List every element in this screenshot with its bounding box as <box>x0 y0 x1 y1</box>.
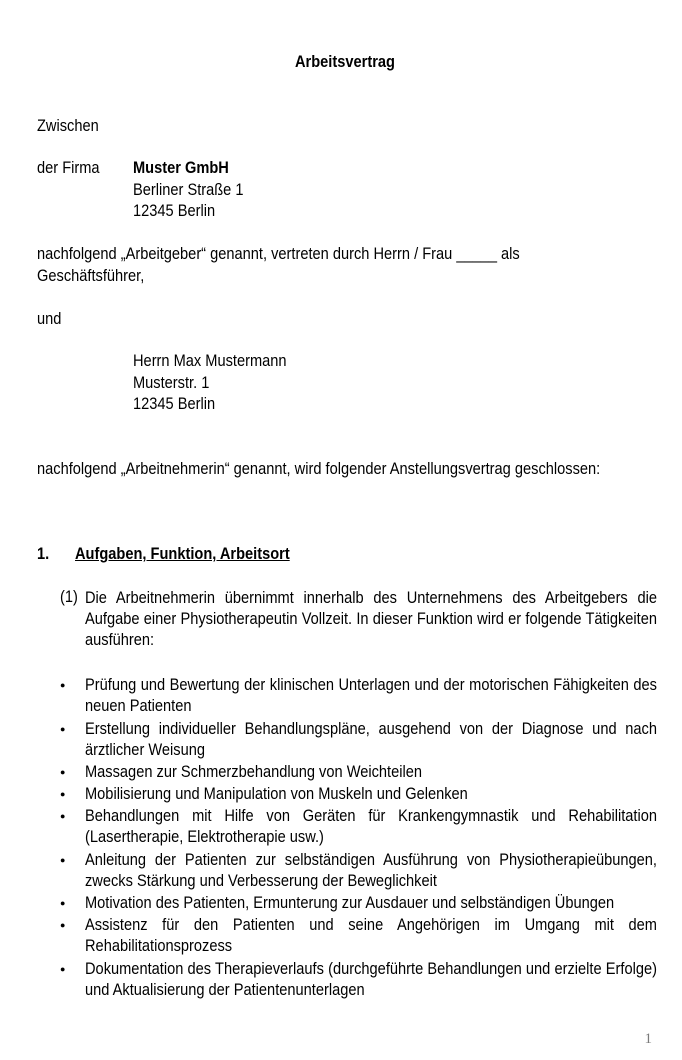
list-item: Mobilisierung und Manipulation von Muskeln und Gelenken <box>85 784 468 803</box>
employer-name: Muster GmbH <box>133 158 229 177</box>
list-item: Prüfung und Bewertung der klinischen Unterlagen und der motorischen Fähigkeiten des neuen Patienten <box>85 675 657 715</box>
list-item: Assistenz für den Patienten und seine Angehörigen im Umgang mit dem Rehabilitationsprozess <box>85 915 657 955</box>
bullet-icon: ● <box>60 789 66 799</box>
employer-designation-line1: nachfolgend „Arbeitgeber“ genannt, vertreten durch Herrn / Frau _____ als <box>37 244 520 263</box>
list-item: Erstellung individueller Behandlungspläne, ausgehend von der Diagnose und nach ärztlicher Weisung <box>85 719 657 759</box>
paragraph-text: Die Arbeitnehmerin übernimmt innerhalb des Unternehmens des Arbeitgebers die Aufgabe einer Physiotherapeutin Vollzeit. In dieser Funktion wird er folgende Tätigkeiten ausführen: <box>85 588 657 649</box>
bullet-icon: ● <box>60 811 66 821</box>
bullet-icon: ● <box>60 964 66 974</box>
list-item: Motivation des Patienten, Ermunterung zur Ausdauer und selbständigen Übungen <box>85 893 615 912</box>
list-item: Dokumentation des Therapieverlaufs (durchgeführte Behandlungen und erzielte Erfolge) und Aktualisierung der Patientenunterlagen <box>85 959 657 999</box>
section-number: 1. <box>37 544 50 563</box>
bullet-icon: ● <box>60 767 66 777</box>
section-heading: Aufgaben, Funktion, Arbeitsort <box>75 544 290 563</box>
between-label: Zwischen <box>37 116 99 135</box>
list-item: Behandlungen mit Hilfe von Geräten für Krankengymnastik und Rehabilitation (Lasertherapie, Elektrotherapie usw.) <box>85 806 657 846</box>
bullet-icon: ● <box>60 898 66 908</box>
employee-city: 12345 Berlin <box>133 394 216 413</box>
bullet-icon: ● <box>60 920 66 930</box>
page-number: 1 <box>644 1031 652 1047</box>
employee-name: Herrn Max Mustermann <box>133 351 287 370</box>
employer-label: der Firma <box>37 158 100 177</box>
bullet-icon: ● <box>60 855 66 865</box>
document-title: Arbeitsvertrag <box>295 52 395 71</box>
employee-designation: nachfolgend „Arbeitnehmerin“ genannt, wird folgender Anstellungsvertrag geschlossen: <box>37 459 601 478</box>
and-label: und <box>37 309 62 328</box>
list-item: Massagen zur Schmerzbehandlung von Weichteilen <box>85 762 422 781</box>
employee-street: Musterstr. 1 <box>133 373 210 392</box>
employer-city: 12345 Berlin <box>133 201 216 220</box>
employer-designation-line2: Geschäftsführer, <box>37 266 145 285</box>
list-item: Anleitung der Patienten zur selbständigen Ausführung von Physiotherapieübungen, zwecks Stärkung und Verbesserung der Beweglichkeit <box>85 850 657 890</box>
bullet-icon: ● <box>60 724 66 734</box>
employer-street: Berliner Straße 1 <box>133 180 244 199</box>
bullet-icon: ● <box>60 680 66 690</box>
paragraph-number: (1) <box>60 587 78 606</box>
